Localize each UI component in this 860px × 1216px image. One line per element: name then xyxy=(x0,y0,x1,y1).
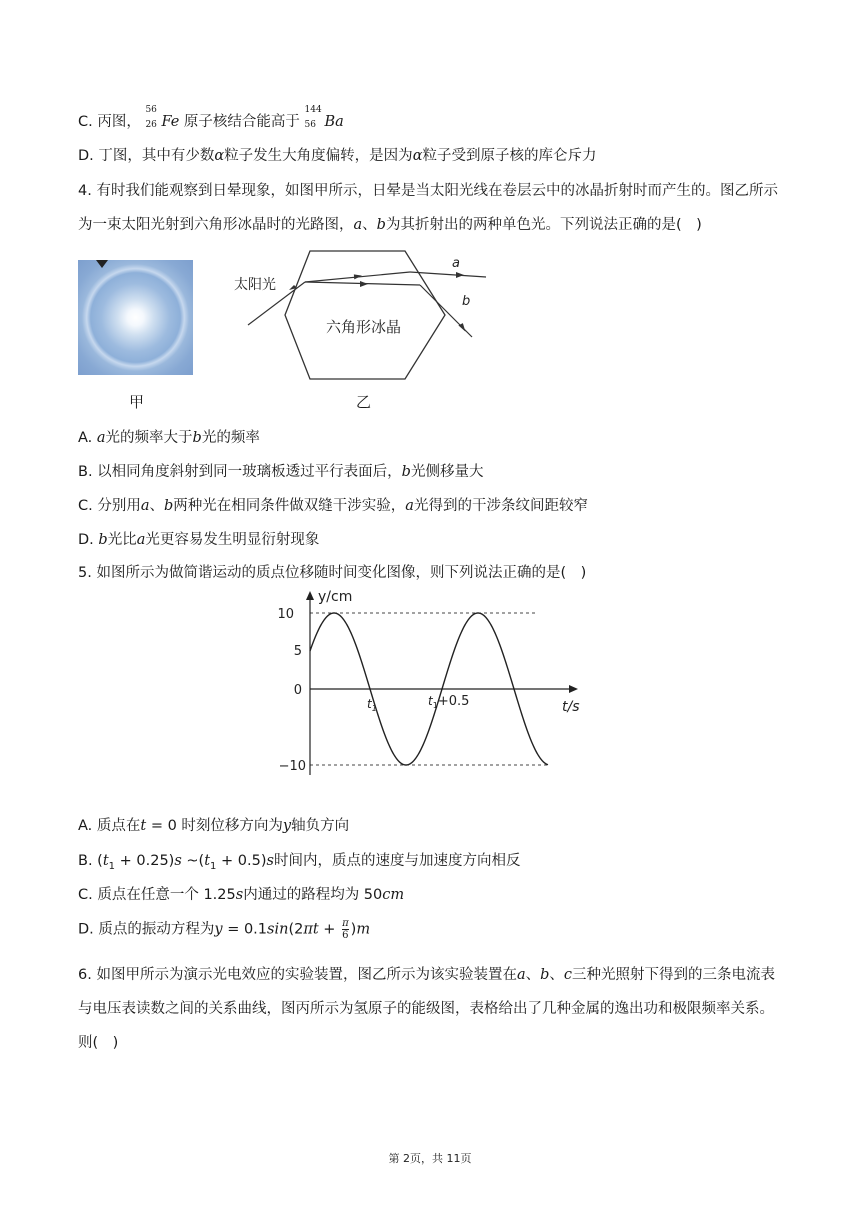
math-symbol: a xyxy=(140,498,150,514)
math-subscript: 1 xyxy=(108,860,116,872)
text-run: 、 xyxy=(362,217,377,233)
text-run: 光的频率大于 xyxy=(105,430,193,446)
text-run: A. xyxy=(78,430,97,446)
x-tick-t1-plus: $t_1+0.5$ xyxy=(428,694,470,710)
text-run: 6. 如图甲所示为演示光电效应的实验装置，图乙所示为该实验装置在 xyxy=(78,967,517,983)
ray-a-label: a xyxy=(452,256,460,271)
math-symbol: a xyxy=(516,967,526,983)
page-footer: 第 2页，共 11页 xyxy=(388,1152,472,1165)
y-tick-10: 10 xyxy=(277,607,294,622)
sunlight-label: 太阳光 xyxy=(234,277,276,293)
q5-option-c xyxy=(78,885,404,905)
math-symbol: b xyxy=(401,464,411,480)
y-axis-label: y/cm xyxy=(318,589,353,605)
text-run: 内通过的路程均为 50 xyxy=(243,887,383,903)
text-run: C. 分别用 xyxy=(78,498,141,514)
fraction-denominator: 6 xyxy=(342,930,349,941)
math-symbol: b xyxy=(540,967,550,983)
q5-option-a xyxy=(78,816,349,836)
text-run: B. 以相同角度斜射到同一玻璃板透过平行表面后， xyxy=(78,464,402,480)
text-run: 时间内，质点的速度与加速度方向相反 xyxy=(273,853,521,869)
text-run: D. 质点的振动方程为 xyxy=(78,921,215,938)
math-subscript: 1 xyxy=(210,860,217,872)
math-symbol: a xyxy=(96,430,106,446)
math-symbol: b xyxy=(192,430,202,446)
text-run: 光得到的干涉条纹间距较窄 xyxy=(413,498,588,514)
math-symbol: a xyxy=(353,217,363,233)
math-symbol: y xyxy=(214,921,223,938)
text-run: ~( xyxy=(181,853,205,869)
text-run: 、 xyxy=(549,967,564,983)
text-run: (2 xyxy=(288,921,304,938)
math-symbol: πt xyxy=(303,921,319,938)
math-symbol: a xyxy=(405,498,414,514)
text-run: + 0.5) xyxy=(216,853,267,869)
text-run: + xyxy=(318,921,341,938)
q4-option-c xyxy=(78,496,588,516)
math-symbol: s xyxy=(266,853,274,869)
hexagon-crystal xyxy=(285,251,445,379)
math-symbol: b xyxy=(98,532,108,548)
math-symbol: a xyxy=(136,532,146,548)
math-symbol: s xyxy=(235,887,244,903)
nuclide-ba: 144 56 Ba xyxy=(304,105,344,130)
ice-crystal-diagram xyxy=(234,245,500,405)
text-run: = 0.1 xyxy=(222,921,268,938)
text-run: C. 质点在任意一个 1.25 xyxy=(78,887,236,903)
y-tick-neg10: −10 xyxy=(278,759,306,774)
q5-stem: 5. 如图所示为做简谐运动的质点位移随时间变化图像，则下列说法正确的是( ) xyxy=(78,565,587,581)
halo-photo xyxy=(78,260,193,375)
text-run: 、 xyxy=(525,967,541,983)
q5-option-b xyxy=(78,851,520,877)
displacement-time-chart xyxy=(260,585,590,785)
fraction-numerator: π xyxy=(342,918,349,929)
photo-marker xyxy=(96,260,108,268)
fraction xyxy=(342,918,349,941)
q5-option-d xyxy=(78,918,370,941)
y-tick-0: 0 xyxy=(293,683,302,698)
x-tick-t1: $t_1$ xyxy=(367,697,377,713)
math-symbol: t xyxy=(102,853,109,869)
text-run: B. ( xyxy=(78,853,103,869)
q4-option-d xyxy=(78,530,319,550)
math-symbol: sin xyxy=(267,921,289,938)
math-symbol: t xyxy=(204,853,211,869)
q3-option-d: D. 丁图，其中有少数α粒子发生大角度偏转，是因为α粒子受到原子核的库仑斥力 xyxy=(78,148,597,164)
text-run: 光侧移量大 xyxy=(410,464,484,480)
text-run: 4. 有时我们能观察到日晕现象，如图甲所示，日晕是当太阳光线在卷层云中的冰晶折射时而产生的。图乙所示为一束太阳光射到六角形冰晶时的光路图， xyxy=(78,183,778,233)
figure-label-yi: 乙 xyxy=(356,393,372,411)
q4-option-a xyxy=(78,428,260,448)
math-symbol: m xyxy=(356,921,371,938)
q3-option-c: C. 丙图， 56 26 Fe 原子核结合能高于 144 56 Ba xyxy=(78,105,344,130)
math-symbol: b xyxy=(164,498,174,514)
text-run: ) xyxy=(350,921,357,938)
text-run: 光比 xyxy=(107,532,137,548)
math-symbol: t xyxy=(140,818,147,834)
math-symbol: y xyxy=(282,818,292,834)
q6-stem xyxy=(78,958,778,1060)
text-run: 光更容易发生明显衍射现象 xyxy=(145,532,320,548)
nuclide-fe: 56 26 Fe xyxy=(145,105,180,130)
crystal-label: 六角形冰晶 xyxy=(326,318,402,336)
text-run: + 0.25) xyxy=(115,853,175,869)
figure-label-jia: 甲 xyxy=(129,393,145,411)
text-run: 轴负方向 xyxy=(291,818,350,834)
text-run: 三种光照射下得到的三条电流表与电压表读数之间的关系曲线，图丙所示为氢原子的能级图，表格给出了几种金属的逸出功和极限频率关系。则( ) xyxy=(78,967,776,1051)
q4-option-b xyxy=(78,462,483,482)
text-run: 、 xyxy=(149,498,164,514)
x-axis-label: t/s xyxy=(562,699,580,715)
text-run: = 0 时刻位移方向为 xyxy=(146,818,283,834)
text-run: 光的频率 xyxy=(201,430,260,446)
math-symbol: b xyxy=(376,217,386,233)
y-tick-5: 5 xyxy=(293,644,302,659)
y-axis-arrow xyxy=(306,591,314,600)
text-run: 为其折射出的两种单色光。下列说法正确的是( ) xyxy=(385,217,702,233)
text-run: 两种光在相同条件做双缝干涉实验， xyxy=(173,498,406,514)
math-symbol: c xyxy=(563,967,573,983)
math-symbol: s xyxy=(174,853,182,869)
text-run: A. 质点在 xyxy=(78,818,141,834)
ray-b-label: b xyxy=(462,294,471,309)
x-axis-arrow xyxy=(569,685,578,693)
math-symbol: cm xyxy=(382,887,405,903)
text-run: D. xyxy=(78,532,99,548)
q4-stem xyxy=(78,174,778,242)
